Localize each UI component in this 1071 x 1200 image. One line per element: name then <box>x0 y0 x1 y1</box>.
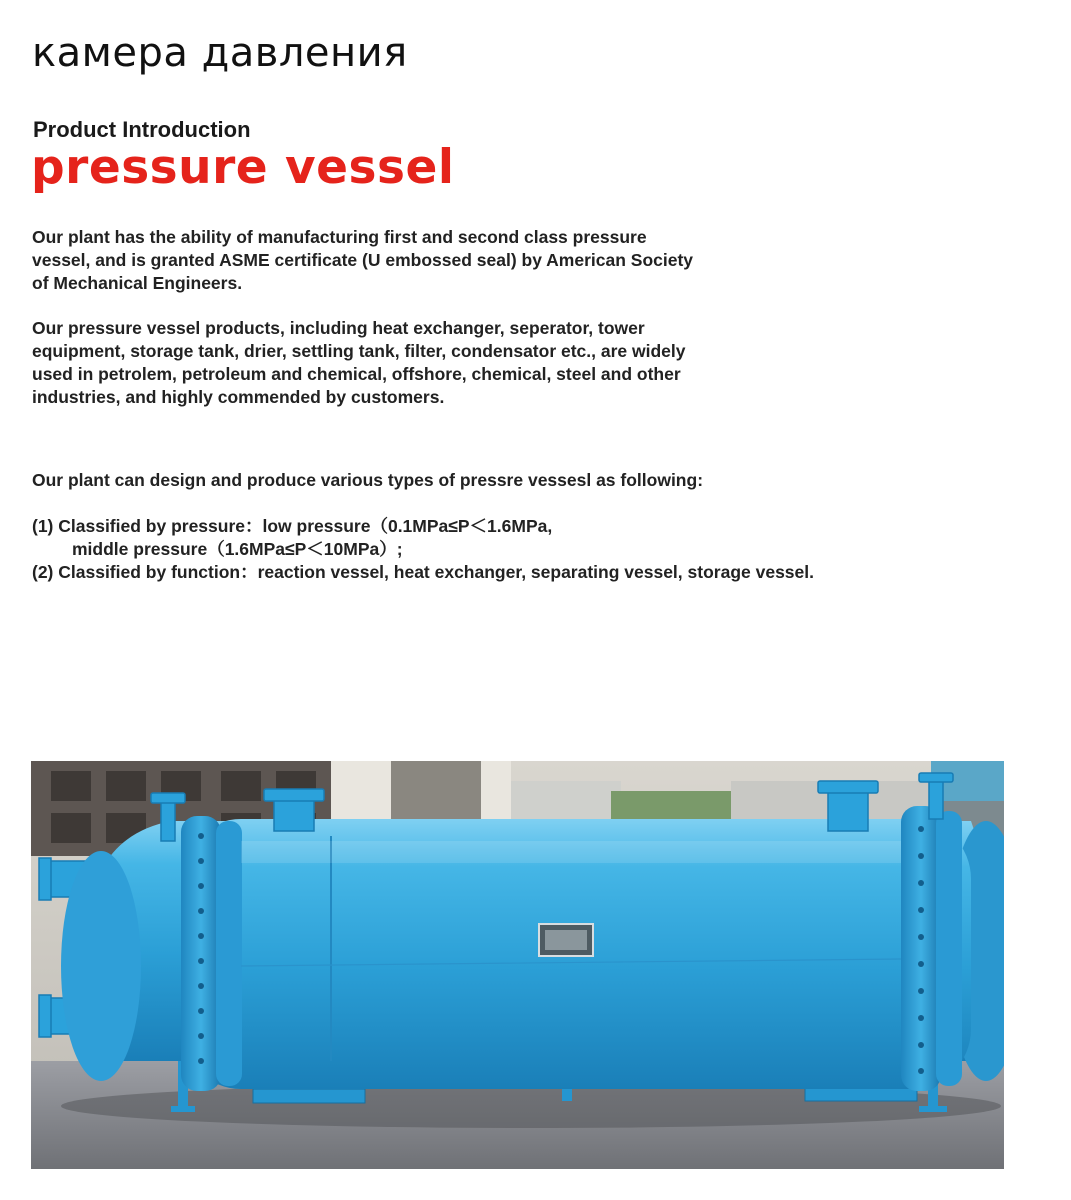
intro-paragraph-3: Our plant can design and produce various types of pressre vessesl as following: <box>32 470 704 490</box>
intro-paragraph-2: Our pressure vessel products, including heat exchanger, seperator, tower equipment, storage tank, drier, settling tank, filter, condensator etc., are widely used in petrolem, petroleum and chemical, offshore, chemical, steel and other industries, and highly commended by customers. <box>32 318 686 407</box>
product-photo <box>31 761 1004 1169</box>
page-title: камера давления <box>32 30 408 76</box>
classification-function: (2) Classified by function：reaction vessel, heat exchanger, separating vessel, storage vessel. <box>32 562 814 582</box>
product-heading: pressure vessel <box>31 140 455 195</box>
classification-list <box>32 515 1032 584</box>
intro-paragraph-1: Our plant has the ability of manufacturing first and second class pressure vessel, and is granted ASME certificate (U embossed seal) by American Society of Mechanical Engineers. <box>32 227 694 293</box>
classification-pressure-cont: middle pressure（1.6MPa≤P＜10MPa）; <box>72 539 403 559</box>
classification-pressure: (1) Classified by pressure：low pressure（0.1MPa≤P＜1.6MPa, <box>32 516 553 536</box>
section-label: Product Introduction <box>33 117 251 142</box>
pressure-vessel-illustration <box>31 761 1004 1169</box>
